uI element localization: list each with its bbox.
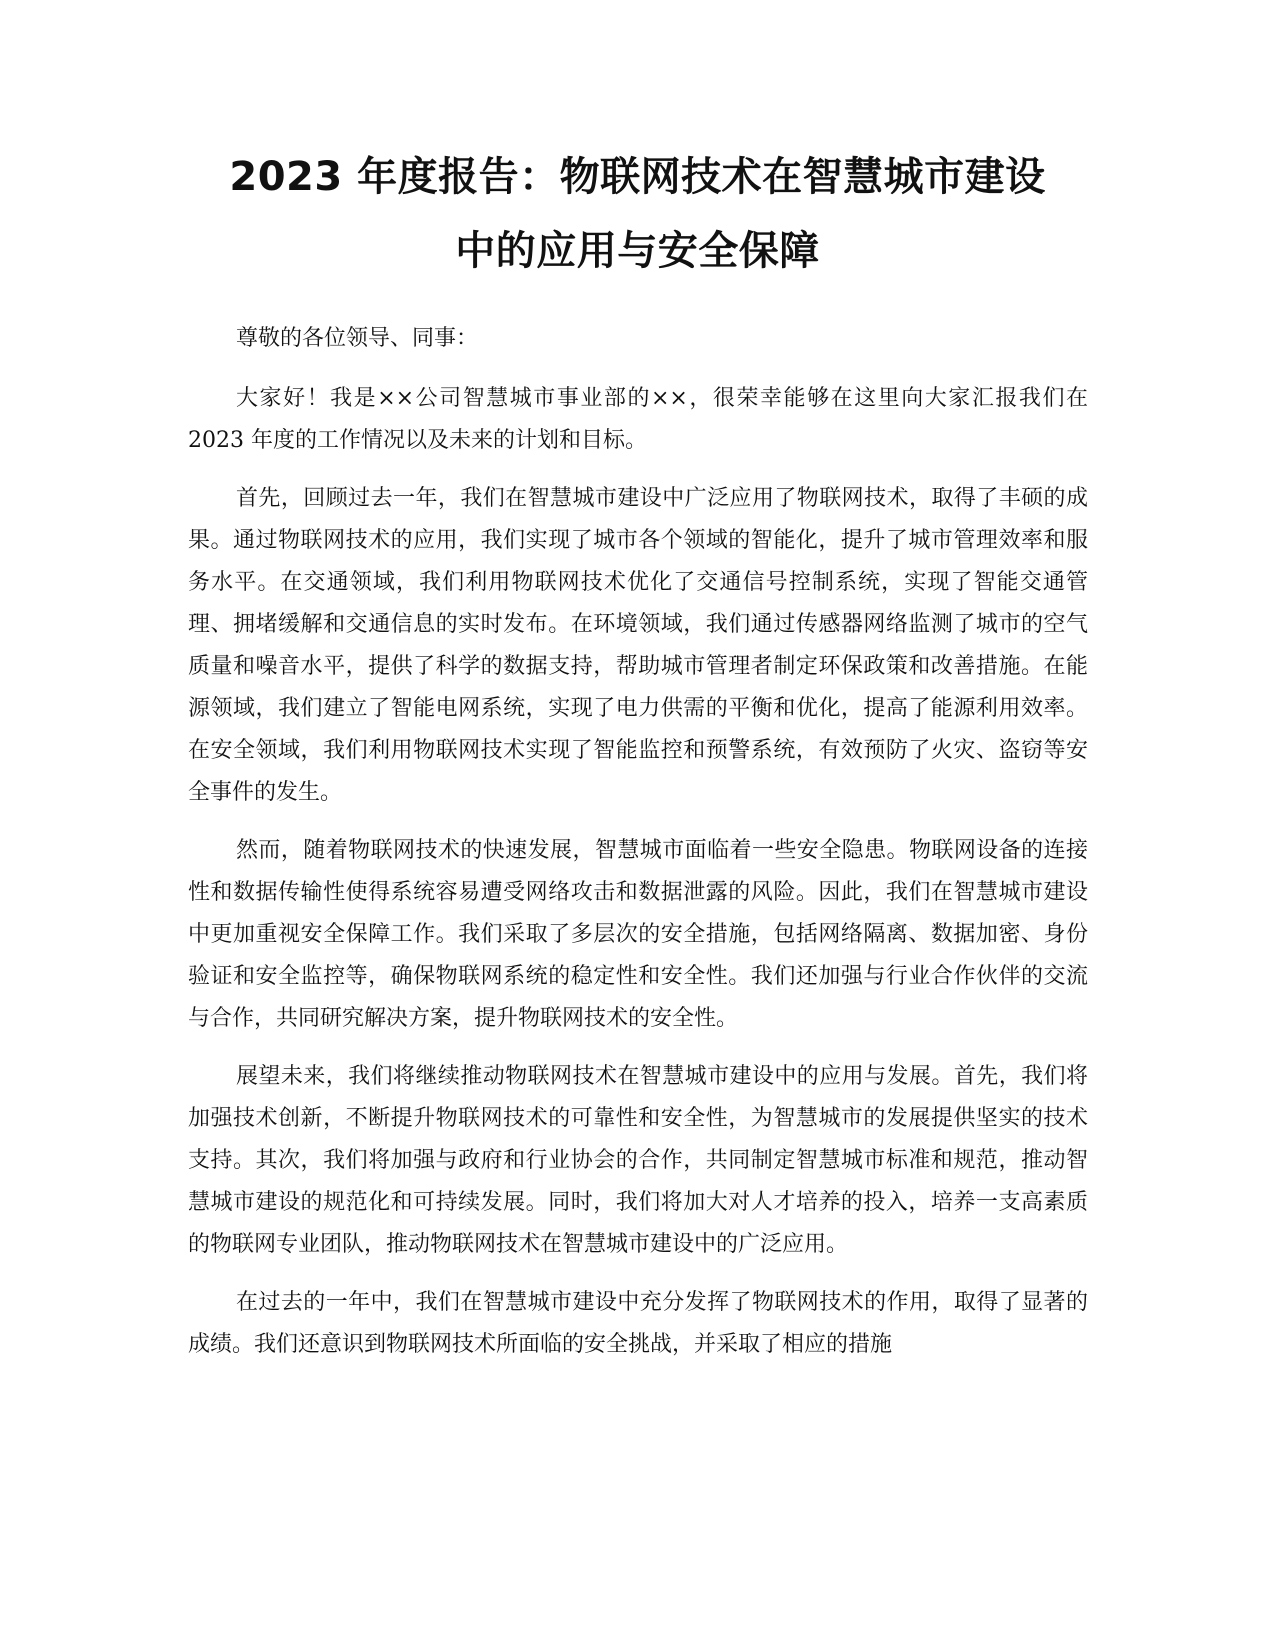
title-line-1: 2023 年度报告：物联网技术在智慧城市建设 bbox=[229, 154, 1046, 200]
paragraph-summary: 在过去的一年中，我们在智慧城市建设中充分发挥了物联网技术的作用，取得了显著的成绩。我们还意识到物联网技术所面临的安全挑战，并采取了相应的措施 bbox=[188, 1290, 1088, 1357]
document-title bbox=[150, 140, 1125, 288]
paragraph-review: 首先，回顾过去一年，我们在智慧城市建设中广泛应用了物联网技术，取得了丰硕的成果。通过物联网技术的应用，我们实现了城市各个领域的智能化，提升了城市管理效率和服务水平。在交通领域，我们利用物联网技术优化了交通信号控制系统，实现了智能交通管理、拥堵缓解和交通信息的实时发布。在环境领域，我们通过传感器网络监测了城市的空气质量和噪音水平，提供了科学的数据支持，帮助城市管理者制定环保政策和改善措施。在能源领域，我们建立了智能电网系统，实现了电力供需的平衡和优化，提高了能源利用效率。在安全领域，我们利用物联网技术实现了智能监控和预警系统，有效预防了火灾、盗窃等安全事件的发生。 bbox=[188, 486, 1088, 805]
paragraph-outlook: 展望未来，我们将继续推动物联网技术在智慧城市建设中的应用与发展。首先，我们将加强技术创新，不断提升物联网技术的可靠性和安全性，为智慧城市的发展提供坚实的技术支持。其次，我们将加强与政府和行业协会的合作，共同制定智慧城市标准和规范，推动智慧城市建设的规范化和可持续发展。同时，我们将加大对人才培养的投入，培养一支高素质的物联网专业团队，推动物联网技术在智慧城市建设中的广泛应用。 bbox=[188, 1064, 1088, 1257]
document-body bbox=[188, 318, 1088, 1382]
title-line-2: 中的应用与安全保障 bbox=[455, 228, 820, 274]
paragraph-greeting: 大家好！我是××公司智慧城市事业部的××，很荣幸能够在这里向大家汇报我们在 2023 年度的工作情况以及未来的计划和目标。 bbox=[188, 386, 1088, 453]
paragraph-security: 然而，随着物联网技术的快速发展，智慧城市面临着一些安全隐患。物联网设备的连接性和数据传输性使得系统容易遭受网络攻击和数据泄露的风险。因此，我们在智慧城市建设中更加重视安全保障工作。我们采取了多层次的安全措施，包括网络隔离、数据加密、身份验证和安全监控等，确保物联网系统的稳定性和安全性。我们还加强与行业合作伙伴的交流与合作，共同研究解决方案，提升物联网技术的安全性。 bbox=[188, 838, 1088, 1031]
salutation: 尊敬的各位领导、同事： bbox=[236, 326, 479, 351]
